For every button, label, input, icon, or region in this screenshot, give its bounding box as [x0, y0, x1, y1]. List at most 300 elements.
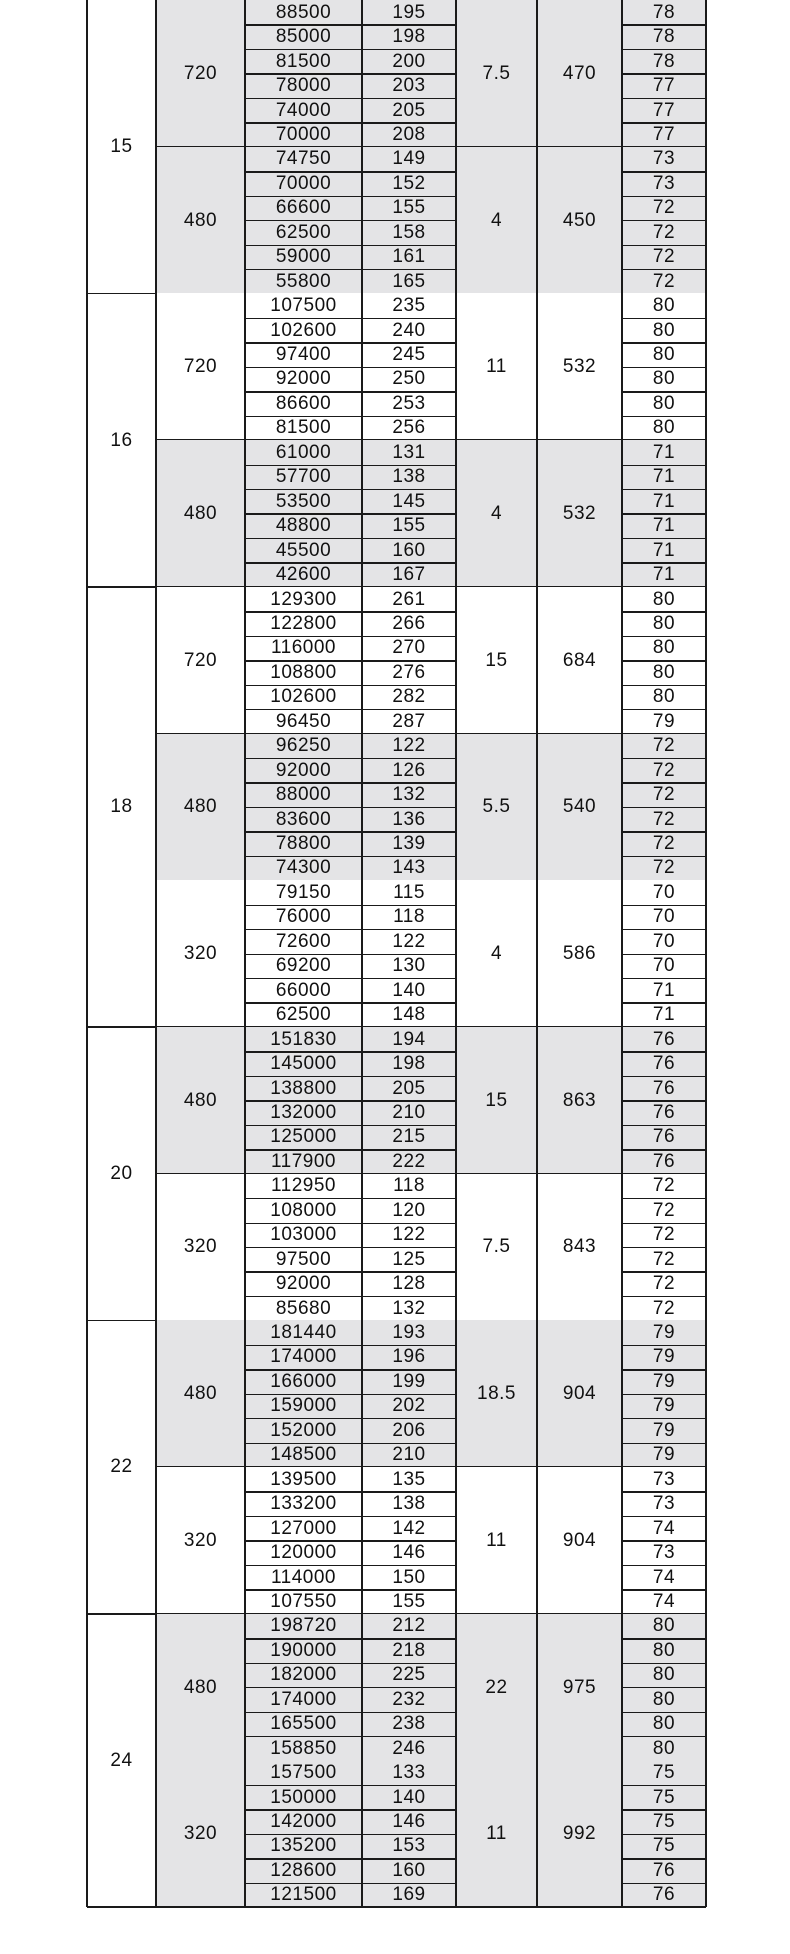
row-line: [622, 1345, 706, 1346]
weight-value: 904: [562, 1383, 597, 1405]
pressure-value: 276: [392, 661, 426, 683]
row-line: [245, 24, 456, 25]
noise-value: 72: [652, 759, 676, 781]
airflow-value: 45500: [275, 539, 332, 561]
row-line: [245, 685, 456, 686]
weight-value: 450: [562, 209, 597, 231]
airflow-value: 92000: [275, 1273, 332, 1295]
airflow-value: 127000: [270, 1517, 337, 1539]
weight-value: 540: [562, 796, 597, 818]
row-line: [622, 905, 706, 906]
airflow-value: 152000: [270, 1419, 337, 1441]
noise-value: 75: [652, 1811, 676, 1833]
row-line: [245, 318, 456, 319]
noise-value: 72: [652, 197, 676, 219]
speed-value: 480: [183, 502, 218, 524]
pressure-value: 196: [392, 1346, 426, 1368]
row-line: [245, 269, 456, 270]
pressure-value: 125: [392, 1248, 426, 1270]
pressure-value: 122: [392, 1224, 426, 1246]
row-line: [245, 1051, 456, 1052]
row-line: [622, 1883, 706, 1884]
pressure-value: 149: [392, 148, 426, 170]
row-line: [622, 1858, 706, 1859]
row-line: [245, 1491, 456, 1492]
row-line: [622, 24, 706, 25]
speed-value: 480: [183, 1676, 218, 1698]
noise-value: 73: [652, 1542, 676, 1564]
row-line: [622, 831, 706, 832]
airflow-value: 69200: [275, 955, 332, 977]
pressure-value: 120: [392, 1199, 426, 1221]
power-value: 22: [485, 1676, 508, 1698]
row-line: [622, 782, 706, 783]
pressure-value: 146: [392, 1542, 426, 1564]
airflow-value: 62500: [275, 221, 332, 243]
group-line: [87, 1906, 706, 1908]
airflow-value: 117900: [271, 1150, 336, 1172]
row-line: [245, 1296, 456, 1297]
noise-value: 72: [652, 808, 676, 830]
noise-value: 80: [652, 295, 676, 317]
noise-value: 80: [652, 1664, 676, 1686]
airflow-value: 157500: [270, 1762, 337, 1784]
row-line: [245, 1345, 456, 1346]
pressure-value: 199: [392, 1370, 426, 1392]
row-line: [245, 1149, 456, 1150]
airflow-value: 48800: [275, 515, 332, 537]
weight-value: 863: [562, 1089, 597, 1111]
column-line: [536, 0, 538, 1907]
pressure-value: 160: [392, 1859, 426, 1881]
weight-value: 992: [562, 1823, 597, 1845]
airflow-value: 166000: [270, 1370, 337, 1392]
noise-value: 79: [652, 1346, 676, 1368]
noise-value: 74: [652, 1590, 676, 1612]
noise-value: 76: [652, 1884, 676, 1906]
pressure-value: 198: [392, 1053, 426, 1075]
row-line: [245, 513, 456, 514]
weight-value: 532: [562, 356, 597, 378]
airflow-value: 120000: [270, 1542, 337, 1564]
row-line: [622, 636, 706, 637]
airflow-value: 81500: [275, 50, 332, 72]
power-value: 4: [490, 943, 503, 965]
pressure-value: 131: [392, 441, 426, 463]
row-line: [622, 196, 706, 197]
row-line: [622, 978, 706, 979]
noise-value: 72: [652, 270, 676, 292]
airflow-value: 132000: [270, 1101, 337, 1123]
airflow-value: 138800: [270, 1077, 337, 1099]
row-line: [245, 98, 456, 99]
row-line: [245, 1443, 456, 1444]
row-line: [622, 1540, 706, 1541]
row-line: [245, 342, 456, 343]
airflow-value: 59000: [275, 246, 332, 268]
pressure-value: 225: [392, 1664, 426, 1686]
power-value: 15: [485, 1089, 508, 1111]
row-line: [245, 196, 456, 197]
row-line: [622, 611, 706, 612]
noise-value: 80: [652, 417, 676, 439]
noise-value: 72: [652, 1224, 676, 1246]
airflow-value: 121500: [270, 1884, 337, 1906]
row-line: [245, 831, 456, 832]
row-line: [245, 1198, 456, 1199]
power-value: 15: [485, 649, 508, 671]
pressure-value: 153: [392, 1835, 426, 1857]
pressure-value: 155: [392, 1590, 426, 1612]
airflow-value: 92000: [275, 368, 332, 390]
pressure-value: 132: [392, 1297, 426, 1319]
airflow-value: 103000: [270, 1224, 337, 1246]
noise-value: 72: [652, 1248, 676, 1270]
pressure-value: 167: [392, 564, 426, 586]
pressure-value: 138: [392, 1493, 426, 1515]
pressure-value: 169: [392, 1884, 426, 1906]
weight-value: 843: [562, 1236, 597, 1258]
row-line: [245, 1223, 456, 1224]
noise-value: 72: [652, 1273, 676, 1295]
pressure-value: 161: [392, 246, 426, 268]
row-line: [245, 416, 456, 417]
speed-value: 320: [183, 1823, 218, 1845]
row-line: [245, 465, 456, 466]
row-line: [622, 513, 706, 514]
pressure-value: 193: [392, 1322, 426, 1344]
airflow-value: 174000: [270, 1688, 337, 1710]
noise-value: 71: [652, 979, 676, 1001]
noise-value: 76: [652, 1053, 676, 1075]
row-line: [245, 391, 456, 392]
row-line: [245, 1540, 456, 1541]
row-line: [622, 1051, 706, 1052]
noise-value: 74: [652, 1566, 676, 1588]
airflow-value: 151830: [270, 1028, 337, 1050]
airflow-value: 198720: [270, 1615, 337, 1637]
pressure-value: 250: [392, 368, 426, 390]
row-line: [622, 367, 706, 368]
row-line: [622, 98, 706, 99]
pressure-value: 203: [392, 75, 426, 97]
noise-value: 74: [652, 1517, 676, 1539]
airflow-value: 128600: [270, 1859, 337, 1881]
airflow-value: 116000: [271, 637, 336, 659]
row-line: [622, 1809, 706, 1810]
noise-value: 80: [652, 344, 676, 366]
pressure-value: 212: [392, 1615, 426, 1637]
row-line: [622, 342, 706, 343]
noise-value: 72: [652, 246, 676, 268]
pressure-value: 240: [392, 319, 426, 341]
pressure-value: 202: [392, 1395, 426, 1417]
weight-value: 532: [562, 502, 597, 524]
airflow-value: 114000: [271, 1566, 336, 1588]
row-line: [245, 611, 456, 612]
noise-value: 76: [652, 1101, 676, 1123]
pressure-value: 160: [392, 539, 426, 561]
airflow-value: 92000: [275, 759, 332, 781]
row-line: [245, 1883, 456, 1884]
row-line: [245, 220, 456, 221]
airflow-value: 88000: [275, 784, 332, 806]
noise-value: 80: [652, 368, 676, 390]
pressure-value: 148: [392, 1004, 426, 1026]
pressure-value: 130: [392, 955, 426, 977]
pressure-value: 115: [393, 881, 425, 903]
noise-value: 77: [652, 99, 676, 121]
row-line: [245, 122, 456, 123]
noise-value: 80: [652, 1688, 676, 1710]
airflow-value: 78800: [275, 833, 332, 855]
noise-value: 79: [652, 710, 676, 732]
pressure-value: 132: [392, 784, 426, 806]
airflow-value: 86600: [275, 392, 332, 414]
size-value: 18: [110, 796, 133, 818]
row-line: [622, 538, 706, 539]
row-line: [245, 1271, 456, 1272]
row-line: [245, 856, 456, 857]
row-line: [622, 269, 706, 270]
noise-value: 80: [652, 1639, 676, 1661]
noise-value: 77: [652, 123, 676, 145]
airflow-value: 159000: [270, 1395, 337, 1417]
noise-value: 71: [652, 441, 676, 463]
row-line: [622, 1785, 706, 1786]
airflow-value: 150000: [270, 1786, 337, 1808]
airflow-value: 97400: [275, 344, 332, 366]
noise-value: 73: [652, 148, 676, 170]
column-line: [86, 0, 88, 1907]
row-line: [245, 758, 456, 759]
noise-value: 70: [652, 930, 676, 952]
row-line: [245, 1369, 456, 1370]
pressure-value: 195: [392, 1, 426, 23]
row-line: [622, 318, 706, 319]
noise-value: 79: [652, 1395, 676, 1417]
speed-value: 720: [183, 649, 218, 671]
noise-value: 76: [652, 1859, 676, 1881]
power-value: 5.5: [482, 796, 511, 818]
noise-value: 73: [652, 1493, 676, 1515]
row-line: [245, 1002, 456, 1003]
column-line: [621, 0, 623, 1907]
airflow-value: 78000: [275, 75, 332, 97]
airflow-value: 133200: [270, 1493, 337, 1515]
pressure-value: 152: [392, 172, 426, 194]
airflow-value: 83600: [275, 808, 332, 830]
pressure-value: 128: [392, 1273, 426, 1295]
noise-value: 76: [652, 1077, 676, 1099]
pressure-value: 222: [392, 1150, 426, 1172]
column-line: [361, 0, 363, 1907]
pressure-value: 140: [392, 979, 426, 1001]
row-line: [245, 1247, 456, 1248]
noise-value: 75: [652, 1786, 676, 1808]
pressure-value: 150: [392, 1566, 426, 1588]
airflow-value: 107500: [270, 295, 337, 317]
pressure-value: 235: [392, 295, 426, 317]
airflow-value: 181440: [270, 1322, 337, 1344]
airflow-value: 96250: [275, 735, 332, 757]
noise-value: 71: [652, 490, 676, 512]
row-line: [622, 562, 706, 563]
row-line: [622, 758, 706, 759]
airflow-value: 81500: [275, 417, 332, 439]
noise-value: 73: [652, 1468, 676, 1490]
size-value: 16: [110, 429, 133, 451]
airflow-value: 85680: [275, 1297, 332, 1319]
airflow-value: 70000: [275, 123, 332, 145]
pressure-value: 206: [392, 1419, 426, 1441]
row-line: [245, 1516, 456, 1517]
row-line: [622, 245, 706, 246]
row-line: [245, 954, 456, 955]
row-line: [245, 1809, 456, 1810]
row-line: [622, 1565, 706, 1566]
pressure-value: 198: [392, 26, 426, 48]
noise-value: 76: [652, 1028, 676, 1050]
airflow-value: 61000: [275, 441, 332, 463]
pressure-value: 118: [393, 906, 425, 928]
noise-value: 72: [652, 1199, 676, 1221]
row-line: [622, 929, 706, 930]
row-line: [622, 856, 706, 857]
noise-value: 80: [652, 588, 676, 610]
airflow-value: 165500: [270, 1713, 337, 1735]
pressure-value: 287: [392, 710, 426, 732]
row-line: [622, 1736, 706, 1737]
column-line: [455, 0, 457, 1907]
pressure-value: 122: [392, 930, 426, 952]
power-value: 7.5: [482, 62, 511, 84]
power-value: 18.5: [477, 1383, 516, 1405]
airflow-value: 102600: [270, 686, 337, 708]
pressure-value: 215: [392, 1126, 426, 1148]
size-value: 24: [110, 1749, 133, 1771]
pressure-value: 232: [392, 1688, 426, 1710]
row-line: [622, 1516, 706, 1517]
noise-value: 70: [652, 955, 676, 977]
noise-value: 76: [652, 1150, 676, 1172]
row-line: [622, 1198, 706, 1199]
airflow-value: 74000: [275, 99, 332, 121]
noise-value: 79: [652, 1370, 676, 1392]
noise-value: 80: [652, 392, 676, 414]
row-line: [245, 978, 456, 979]
row-line: [245, 1125, 456, 1126]
pressure-value: 138: [392, 466, 426, 488]
row-line: [622, 171, 706, 172]
speed-value: 720: [183, 62, 218, 84]
noise-value: 72: [652, 857, 676, 879]
power-value: 7.5: [482, 1236, 511, 1258]
pressure-value: 133: [392, 1762, 426, 1784]
noise-value: 72: [652, 735, 676, 757]
row-line: [622, 1223, 706, 1224]
speed-value: 320: [183, 943, 218, 965]
pressure-value: 266: [392, 612, 426, 634]
pressure-value: 270: [392, 637, 426, 659]
airflow-value: 182000: [270, 1664, 337, 1686]
row-line: [622, 1369, 706, 1370]
row-line: [622, 807, 706, 808]
noise-value: 79: [652, 1322, 676, 1344]
row-line: [245, 489, 456, 490]
size-value: 22: [110, 1456, 133, 1478]
row-line: [245, 538, 456, 539]
airflow-value: 108800: [270, 661, 337, 683]
pressure-value: 282: [392, 686, 426, 708]
row-line: [622, 489, 706, 490]
pressure-value: 194: [392, 1028, 426, 1050]
row-line: [622, 1491, 706, 1492]
speed-value: 320: [183, 1529, 218, 1551]
row-line: [622, 1247, 706, 1248]
power-value: 4: [490, 502, 503, 524]
pressure-value: 146: [392, 1811, 426, 1833]
row-line: [622, 1638, 706, 1639]
row-line: [245, 1736, 456, 1737]
noise-value: 72: [652, 784, 676, 806]
airflow-value: 66600: [275, 197, 332, 219]
row-line: [245, 1785, 456, 1786]
noise-value: 75: [652, 1835, 676, 1857]
row-line: [245, 660, 456, 661]
pressure-value: 126: [392, 759, 426, 781]
noise-value: 79: [652, 1419, 676, 1441]
airflow-value: 174000: [270, 1346, 337, 1368]
noise-value: 80: [652, 319, 676, 341]
noise-value: 79: [652, 1444, 676, 1466]
airflow-value: 53500: [275, 490, 332, 512]
pressure-value: 158: [392, 221, 426, 243]
row-line: [622, 391, 706, 392]
noise-value: 80: [652, 661, 676, 683]
row-line: [622, 1394, 706, 1395]
airflow-value: 79150: [275, 881, 332, 903]
pressure-value: 145: [392, 490, 426, 512]
airflow-value: 142000: [270, 1811, 337, 1833]
power-value: 11: [486, 356, 507, 378]
noise-value: 72: [652, 1175, 676, 1197]
row-line: [245, 1687, 456, 1688]
power-value: 11: [486, 1823, 507, 1845]
pressure-value: 205: [392, 1077, 426, 1099]
noise-value: 80: [652, 1713, 676, 1735]
airflow-value: 125000: [270, 1126, 337, 1148]
pressure-value: 165: [392, 270, 426, 292]
row-line: [245, 807, 456, 808]
pressure-value: 208: [392, 123, 426, 145]
row-line: [245, 73, 456, 74]
airflow-value: 74300: [275, 857, 332, 879]
pressure-value: 142: [392, 1517, 426, 1539]
pressure-value: 143: [392, 857, 426, 879]
weight-value: 904: [562, 1529, 597, 1551]
row-line: [245, 1858, 456, 1859]
noise-value: 70: [652, 906, 676, 928]
noise-value: 70: [652, 881, 676, 903]
airflow-value: 135200: [270, 1835, 337, 1857]
row-line: [622, 709, 706, 710]
size-value: 20: [110, 1163, 133, 1185]
row-line: [622, 660, 706, 661]
airflow-value: 57700: [275, 466, 332, 488]
pressure-value: 210: [392, 1444, 426, 1466]
row-line: [622, 1443, 706, 1444]
